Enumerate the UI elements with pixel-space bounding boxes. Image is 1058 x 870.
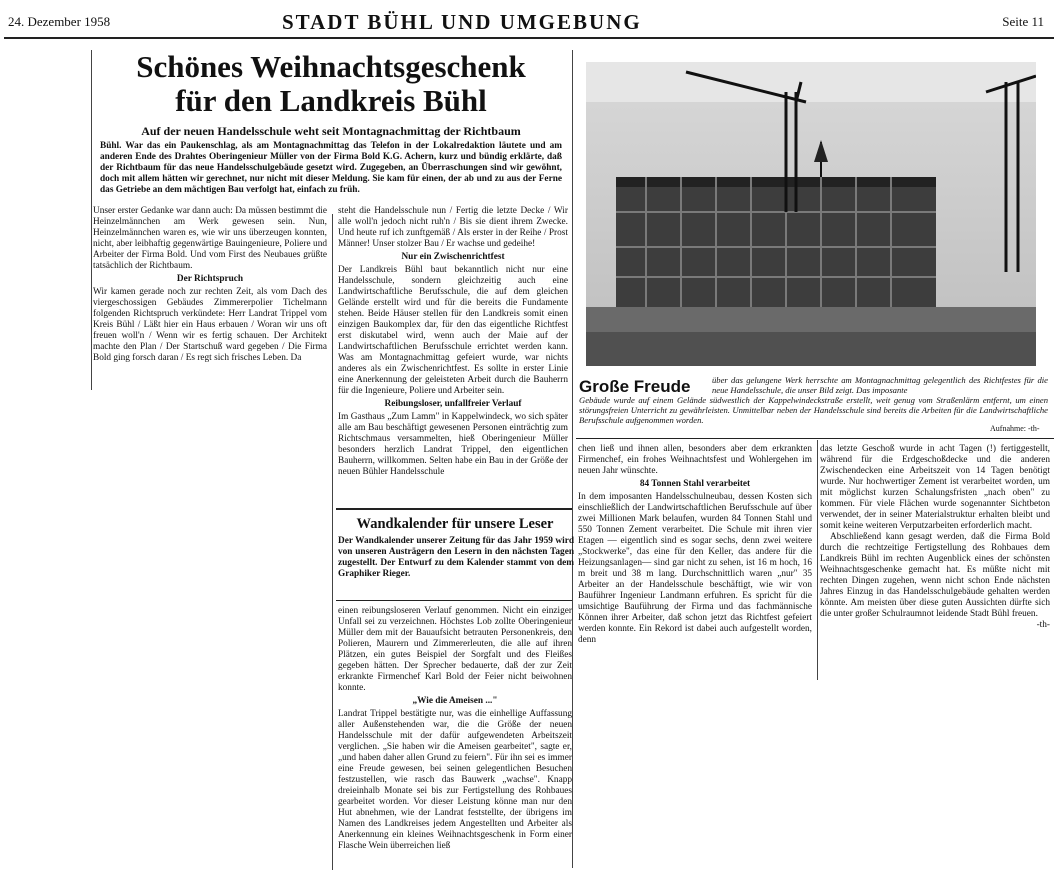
subheading: Nur ein Zwischenrichtfest [401,252,505,262]
headline-line-1: Schönes Weihnachtsgeschenk [136,49,526,84]
paragraph: chen ließ und ihnen allen, besonders aber dem erkrankten Firmenchef, ein frohes Weihnachtsfest und Wohlergehen im neuen Jahr wünschte. [578,444,812,476]
building-construction-image [586,62,1036,366]
section-title: STADT BÜHL UND UMGEBUNG [282,10,642,34]
construction-photo [586,62,1036,366]
box-rule [336,600,572,601]
article-lead: Bühl. War das ein Paukenschlag, als am Montagnachmittag das Telefon in der Lokalredaktion läutete und am anderen Ende des Drahtes Oberingenieur Müller von der Firma Bold K.G. Achern, kurz und bündig erklärte, daß der Richtbaum für das neue Handelsschulgebäude gesetzt wird. Zugegeben, an Überraschungen sind wir gewöhnt, doch mit allem hätten wir gerechnet, nur nicht mit dieser Meldung. Sie kam für einen, der ab und zu aus der Ferne das Getriebe an dem mächtigen Bau verfolgt hat, einfach zu früh. [100,141,562,195]
paragraph: Landrat Trippel bestätigte nur, was die einhellige Auffassung aller Außenstehenden war, die die Größe der neuen Handelsschule mit der dafür aufgewendeten Arbeitszeit verglichen. „Sie haben wir die Ameisen gearbeitet", sagte er, „und haben daher allen Grund zu feiern". Für ihn sei es immer eine Freude gewesen, bei seinen gelegentlichen Besuchen festzustellen, wie rasch das Bauwerk „wachse". Knapp dreieinhalb Monate sei bis zur Fertigstellung des Rohbaues gearbeitet worden. Vor dieser Leistung könne man nur den Hut abnehmen, wie der Landrat feststellte, der übrigens im Namen des Landkreises jedem Angestellten und Arbeiter als Anerkennung ein kleines Weihnachtsgeschenk in Form einer Flasche Wein überreichen ließ [338,709,572,851]
column-divider [572,50,573,868]
calendar-box-text: Der Wandkalender unserer Zeitung für das Jahr 1959 wird von unseren Austrägern den Lesern in den nächsten Tagen zugestellt. Der Entwurf zu dem Kalender stammt von dem Graphiker Rieger. [338,536,574,579]
column-divider [91,50,92,390]
subheading: Der Richtspruch [176,274,244,284]
article-column-1 [93,206,327,364]
photo-caption-text-continued: Gebäude wurde auf einem Gelände südwestlich der Kappelwindeckstraße erstellt, weit genug vom Straßenlärm entfernt, um einen störungsfreien Unterricht zu gewährleisten. Unmittelbar neben der Handelsschule sind bereits die Arbeiten für die Landwirtschaftliche Berufsschule aufgenommen worden. [579,395,1048,425]
subheading: „Wie die Ameisen ..." [412,696,498,706]
subheading: 84 Tonnen Stahl verarbeitet [639,479,751,489]
headline-line-2: für den Landkreis Bühl [175,83,487,118]
masthead-rule [4,37,1054,39]
article-subheadline: Auf der neuen Handelsschule weht seit Montagnachmittag der Richtbaum [141,124,521,138]
article-column-2 [338,206,568,478]
subheading: Reibungsloser, unfallfreier Verlauf [384,399,522,409]
article-column-3 [578,444,812,646]
column-divider [817,440,818,680]
issue-date: 24. Dezember 1958 [8,14,111,29]
author-signature: -th- [1036,620,1050,630]
box-rule [336,508,572,510]
calendar-box-headline: Wandkalender für unsere Leser [356,516,554,532]
article-headline [96,50,566,118]
paragraph: steht die Handelsschule nun / Fertig die letzte Decke / Wir alle woll'n jedoch nicht ruh'n / Bis sie dient ihrem Zwecke. Und heute ruf ich zunftgemäß / Als erster in der Reihe / Prost Männer! Unser stolzer Bau / Er wachse und gedeihe! [338,206,568,249]
column-divider [332,214,333,870]
article-column-2-continued [338,606,572,852]
photo-caption-text: über das gelungene Werk herrschte am Montagnachmittag gelegentlich des Richtfestes für die neue Handelsschule, die unser Bild zeigt. Das imposante [712,375,1048,395]
photo-caption-title: Große Freude [579,377,691,396]
paragraph: Im Gasthaus „Zum Lamm" in Kappelwindeck, wo sich später alle am Bau beschäftigt gewesenen Personen einträchtig zum Richtschmaus versammelten, hieß Oberingenieur Müller besonders herzlich Landrat Trippel, den eigentlichen Bauherrn, willkommen. Selten habe ein Bau in der Größe der neuen Bühler Handelsschule [338,412,568,477]
paragraph: das letzte Geschoß wurde in acht Tagen (!) fertiggestellt, während für die Erdgeschoßdecke und die anderen Zwischendecken eine Arbeitszeit von 14 Tagen benötigt wurde. Nur hochwertiger Zement ist verarbeitet worden, um mit möglichst kurzen Schalungsfristen „nach oben" zu kommen. Für viele Flächen wurde sogenannter Sichtbeton verwendet, der in seiner Materialstruktur erhalten bleibt und somit keine weiteren Verputzarbeiten erforderlich macht. [820,444,1050,531]
paragraph: Unser erster Gedanke war dann auch: Da müssen bestimmt die Heinzelmännchen am Werk gewesen sein. Nun, Heinzelmännchen waren es, wie wir uns überzeugen konnten, nicht, aber leibhaftig gegenwärtige Bauingenieure, Poliere und Arbeiter der Firma Bold. Und vom First des Neubaues grüßte tatsächlich der Richtbaum. [93,206,327,271]
paragraph: In dem imposanten Handelsschulneubau, dessen Kosten sich einschließlich der Landwirtschaftlichen Berufsschule auf über zwei Millionen Mark belaufen, wurden 84 Tonnen Stahl und 550 Tonnen Zement verarbeitet. Die Schule mit ihren vier Etagen — eigentlich sind es sogar sechs, denn zwei weitere „Stockwerke", das eine für den Keller, das andere für die Heizungsanlagen— sind gar nicht zu sehen, ist 16 m hoch, 16 m breit und 38 m lang. Durchschnittlich waren „nur" 35 Arbeiter an der Handelsschule beschäftigt, wie wir von Bauführer Ingenieur Landmann erfuhren. Es spricht für die umsichtige Bauführung der Firma und das fachmännische Können ihrer Arbeiter, daß schon jetzt das Richtfest gefeiert werden konnte. Ein Rekord ist dabei auch aufgestellt worden, denn [578,492,812,645]
paragraph: einen reibungsloseren Verlauf genommen. Nicht ein einziger Unfall sei zu verzeichnen. Höchstes Lob zollte Oberingenieur Müller dem mit der Bauaufsicht betrauten Personenkreis, den Polieren, Maurern und Zimmererleuten, die alle auf ihren Plätzen, ein gutes Beispiel der Sorgfalt und des Fleißes gegeben hätten. Der Sprecher bedauerte, daß der zur Zeit erkrankte Firmenchef Karl Bold der Feier nicht beiwohnen konnte. [338,606,572,693]
paragraph: Wir kamen gerade noch zur rechten Zeit, als vom Dach des viergeschossigen Gebäudes Zimmererpolier Tichelmann folgenden Richtspruch verkündete: Herr Landrat Trippel vom Kreis Bühl / Läßt hier ein Haus erbauen / Woran wir uns oft freuen woll'n / Wenn wir es fertig schauen. Der Architekt machte den Plan / Der Startschuß ward gegeben / Die Firma Bold ging forsch daran / Es regt sich frisches Leben. Da [93,287,327,363]
article-column-4 [820,444,1050,631]
photo-credit: Aufnahme: -th- [990,424,1040,433]
paragraph: Der Landkreis Bühl baut bekanntlich nicht nur eine Handelsschule, sondern gleichzeitig auch eine Landwirtschaftliche Berufsschule, die auf dem gleichen Gelände erstellt wird und für die bereits die Fundamente stehen. Beide Häuser stellen für den Landkreis somit einen einzigen Baukomplex dar, für den das eigentliche Richtfest erst diskutabel wird, wenn auch der Maie auf der Landwirtschaftlichen Berufsschule errichtet werden kann. Was am Montagnachmittag gefeiert wurde, war nichts anderes als ein Zwischenrichtfest. Es sollte in erster Linie eine Anerkennung der geleisteten Arbeit durch die Bauherrn für die Ingenieure, Poliere und Arbeiter sein. [338,265,568,396]
caption-rule [576,438,1054,439]
paragraph: Abschließend kann gesagt werden, daß die Firma Bold durch die rechtzeitige Fertigstellung des Rohbaues dem Landkreis Bühl im rechten Augenblick eines der schönsten Weihnachtsgeschenke gemacht hat. Es müßte nicht mit rechten Dingen zugehen, wenn nicht schon Ende nächsten Jahres Einzug in das Handelsschulgebäude gehalten werden könnte. Am meisten über diese guten Aussichten dürfte sich die unter großer Schulraumnot leidende Stadt Bühl freuen. [820,532,1050,619]
page-number: Seite 11 [1002,14,1044,29]
